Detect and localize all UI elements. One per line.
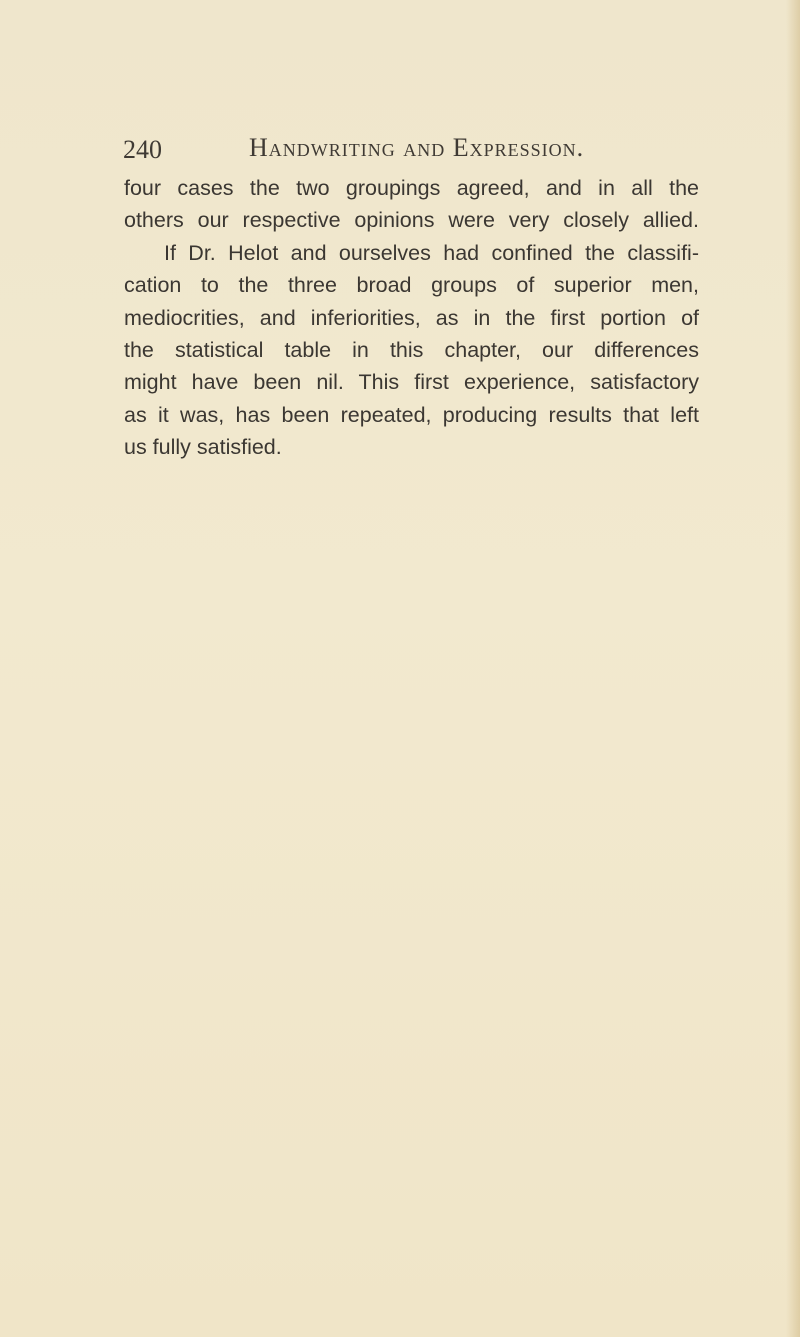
text-line: the statistical table in this chapter, our differences [124,337,699,362]
running-title: Handwriting and Expression. [249,133,585,162]
text-line: mediocrities, and inferiorities, as in the first portion of [124,305,699,330]
text-line: If Dr. Helot and ourselves had confined the classifi- [164,240,699,265]
text-line: as it was, has been repeated, producing results that left [124,402,699,427]
text-line: us fully satisfied. [124,435,282,460]
text-line: four cases the two groupings agreed, and in all the [124,176,699,200]
body-paragraph [124,172,699,464]
text-line: might have been nil. This first experience, satisfactory [124,370,699,395]
page-number: 240 [123,135,162,164]
running-header [123,131,663,167]
text-line: cation to the three broad groups of superior men, [124,273,699,298]
text-line: others our respective opinions were very closely allied. [124,208,699,233]
page-edge-shadow [786,0,800,1337]
